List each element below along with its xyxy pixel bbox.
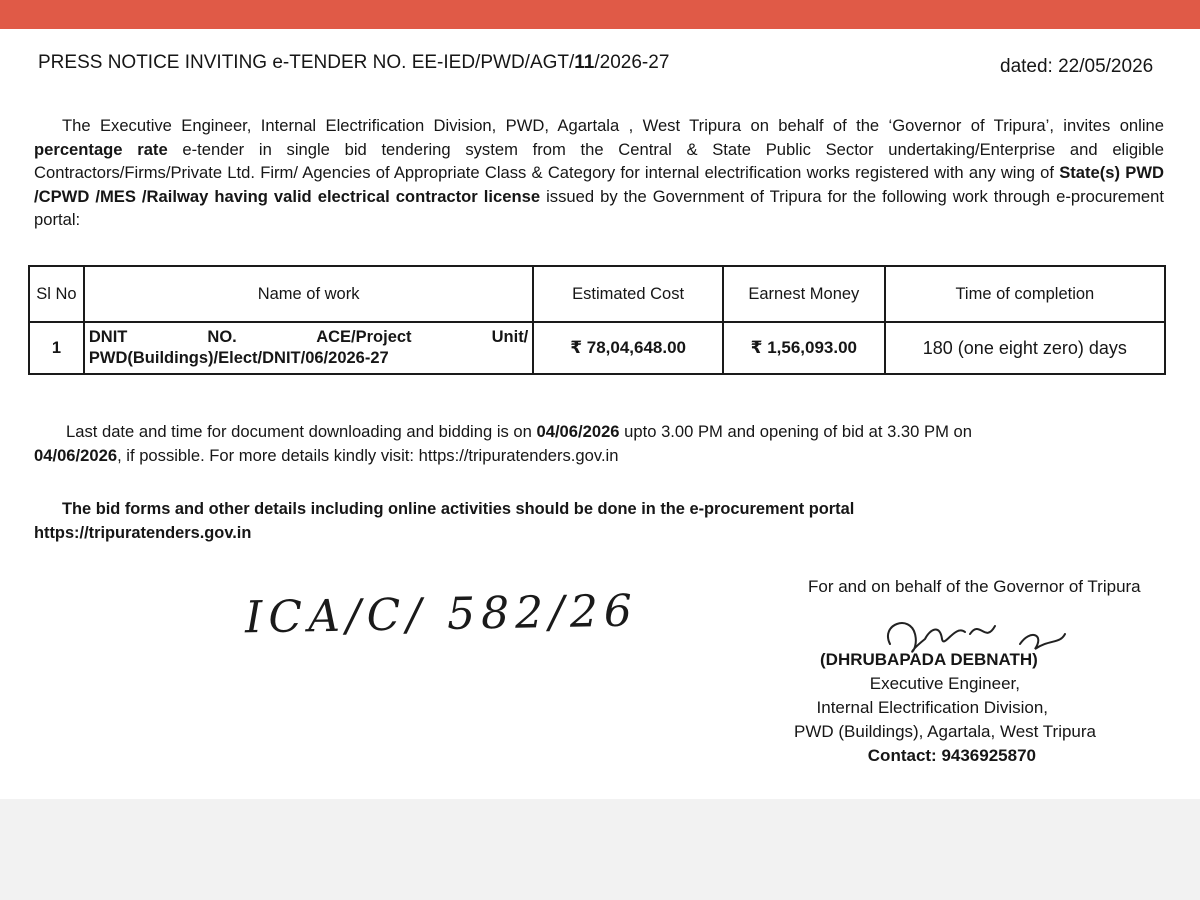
last-date-paragraph: Last date and time for document downloading and bidding is on 04/06/2026 upto 3.00 PM and opening of bid at 3.30 PM on 04/06/2026, if possible. For more details kindly visit: https://tripuratenders.gov.in: [34, 422, 972, 465]
officer-name: (DHRUBAPADA DEBNATH): [820, 650, 1038, 669]
table-row: [29, 322, 1165, 374]
cell-estimated-cost: ₹ 78,04,648.00: [533, 322, 723, 374]
tender-notice-document: [0, 29, 1200, 799]
cell-earnest-money: ₹ 1,56,093.00: [723, 322, 885, 374]
tender-table: [28, 265, 1166, 375]
top-accent-bar: [0, 0, 1200, 29]
cell-time-of-completion: 180 (one eight zero) days: [885, 322, 1165, 374]
officer-designation: Executive Engineer,: [869, 674, 1020, 693]
portal-note: The bid forms and other details including online activities should be done in the e-procurement portal https://tripuratenders.gov.in: [34, 500, 855, 542]
portal-url: https://tripuratenders.gov.in: [34, 524, 252, 542]
cell-name-of-work: DNIT NO. ACE/Project Unit/ PWD(Buildings)/Elect/DNIT/06/2026-27: [84, 322, 533, 374]
notice-date: dated: 22/05/2026: [1000, 56, 1154, 77]
bottom-blank-area: [0, 799, 1200, 900]
eligibility: State(s) PWD /CPWD /MES /Railway having valid electrical contractor license: [34, 163, 1164, 206]
bid-opening-date: 04/06/2026: [34, 445, 118, 465]
notice-heading: [38, 52, 669, 74]
table-header-row: [29, 266, 1165, 322]
officer-contact: Contact: 9436925870: [867, 746, 1036, 765]
cell-sl-no: 1: [29, 322, 84, 374]
header-earnest-money: Earnest Money: [723, 266, 885, 322]
handwritten-reference: ICA/C/ 582/26: [244, 585, 639, 644]
header-time-of-completion: Time of completion: [885, 266, 1165, 322]
header-sl-no: Sl No: [29, 266, 84, 322]
heading-suffix: /2026-27: [594, 52, 670, 73]
heading-number: 11: [574, 52, 595, 73]
intro-paragraph: The Executive Engineer, Internal Electrification Division, PWD, Agartala , West Tripura on behalf of the ‘Governor of Tripura’, invites online percentage rate e-tender in single bid tendering system from the Central & State Public Sector undertaking/Enterprise and eligible Contractors/Firms/Private Ltd. Firm/ Agencies of Appropriate Class & Category for internal electrification works registered with any wing of State(s) PWD /CPWD /MES /Railway having valid electrical contractor license issued by the Government of Tripura for the following work through e-procurement portal:: [34, 116, 1164, 229]
heading-prefix: PRESS NOTICE INVITING e-TENDER NO. EE-IED/PWD/AGT/: [38, 52, 575, 73]
header-name-of-work: Name of work: [84, 266, 533, 322]
officer-division: Internal Electrification Division,: [816, 698, 1048, 717]
officer-office: PWD (Buildings), Agartala, West Tripura: [793, 722, 1096, 741]
behalf-line: For and on behalf of the Governor of Tripura: [808, 577, 1141, 596]
header-estimated-cost: Estimated Cost: [533, 266, 723, 322]
rate-type: percentage rate: [34, 139, 168, 159]
bid-last-date: 04/06/2026: [536, 422, 620, 441]
